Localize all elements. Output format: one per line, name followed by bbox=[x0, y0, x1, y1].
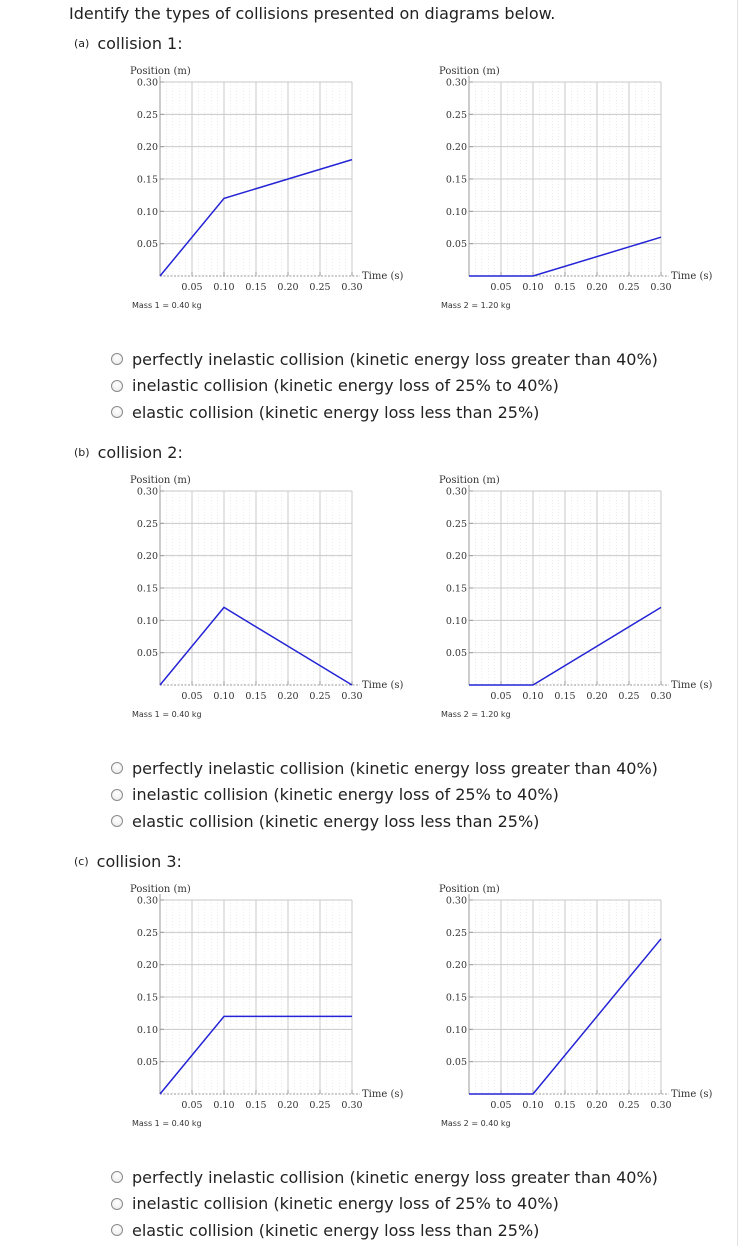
option-label: perfectly inelastic collision (kinetic energy loss greater than 40%) bbox=[132, 758, 658, 778]
y-tick-label: 0.25 bbox=[136, 927, 158, 939]
y-tick-label: 0.20 bbox=[445, 551, 467, 563]
x-tick-label: 0.20 bbox=[277, 1100, 299, 1111]
y-tick-label: 0.20 bbox=[136, 142, 158, 154]
x-tick-label: 0.05 bbox=[490, 1100, 512, 1111]
x-tick-label: 0.10 bbox=[522, 1100, 544, 1111]
x-axis-label: Time (s) bbox=[362, 271, 404, 282]
x-axis-label: Time (s) bbox=[671, 1089, 713, 1100]
x-tick-label: 0.30 bbox=[650, 691, 672, 702]
part-title: collision 1: bbox=[97, 34, 183, 53]
part-title: collision 2: bbox=[97, 443, 183, 462]
y-axis-label: Position (m) bbox=[130, 475, 191, 486]
option-label: elastic collision (kinetic energy loss less than 25%) bbox=[132, 402, 540, 422]
x-tick-label: 0.25 bbox=[618, 691, 640, 702]
option-elastic[interactable] bbox=[111, 808, 658, 835]
y-tick-label: 0.30 bbox=[136, 77, 158, 89]
y-axis-label: Position (m) bbox=[439, 884, 500, 895]
x-tick-label: 0.05 bbox=[490, 691, 512, 702]
x-axis-label: Time (s) bbox=[362, 1089, 404, 1100]
mass-label: Mass 2 = 1.20 kg bbox=[441, 301, 511, 310]
option-label: elastic collision (kinetic energy loss less than 25%) bbox=[132, 811, 540, 831]
mass-label: Mass 1 = 0.40 kg bbox=[132, 1119, 202, 1128]
y-tick-label: 0.20 bbox=[445, 142, 467, 154]
option-inelastic[interactable] bbox=[111, 782, 658, 809]
y-tick-label: 0.10 bbox=[136, 1024, 158, 1036]
x-tick-label: 0.30 bbox=[650, 1100, 672, 1111]
x-tick-label: 0.05 bbox=[181, 282, 203, 293]
x-tick-label: 0.10 bbox=[213, 282, 235, 293]
answer-options-collision-1 bbox=[111, 346, 658, 426]
radio-button[interactable] bbox=[111, 1171, 123, 1183]
radio-button[interactable] bbox=[111, 353, 123, 365]
x-tick-label: 0.05 bbox=[181, 1100, 203, 1111]
y-axis-label: Position (m) bbox=[130, 884, 191, 895]
y-tick-label: 0.25 bbox=[136, 109, 158, 121]
option-label: perfectly inelastic collision (kinetic energy loss greater than 40%) bbox=[132, 1167, 658, 1187]
mass-label: Mass 2 = 0.40 kg bbox=[441, 1119, 511, 1128]
part-c-label bbox=[74, 852, 182, 871]
y-tick-label: 0.30 bbox=[445, 486, 467, 498]
mass-label: Mass 2 = 1.20 kg bbox=[441, 710, 511, 719]
option-perfectly-inelastic[interactable] bbox=[111, 755, 658, 782]
x-tick-label: 0.30 bbox=[341, 1100, 363, 1111]
option-label: inelastic collision (kinetic energy loss of 25% to 40%) bbox=[132, 1194, 559, 1214]
y-tick-label: 0.25 bbox=[136, 518, 158, 530]
y-axis-label: Position (m) bbox=[130, 66, 191, 77]
mass-label: Mass 1 = 0.40 kg bbox=[132, 301, 202, 310]
x-tick-label: 0.25 bbox=[618, 282, 640, 293]
x-tick-label: 0.30 bbox=[341, 691, 363, 702]
x-axis-label: Time (s) bbox=[362, 680, 404, 691]
y-tick-label: 0.30 bbox=[136, 486, 158, 498]
x-tick-label: 0.25 bbox=[309, 282, 331, 293]
y-tick-label: 0.10 bbox=[445, 206, 467, 218]
y-tick-label: 0.10 bbox=[445, 1024, 467, 1036]
option-perfectly-inelastic[interactable] bbox=[111, 346, 658, 373]
radio-button[interactable] bbox=[111, 1224, 123, 1236]
position-time-chart-mass-1 bbox=[130, 471, 404, 721]
y-tick-label: 0.30 bbox=[445, 895, 467, 907]
radio-button[interactable] bbox=[111, 406, 123, 418]
y-tick-label: 0.05 bbox=[136, 648, 158, 660]
option-elastic[interactable] bbox=[111, 399, 658, 426]
y-tick-label: 0.25 bbox=[445, 518, 467, 530]
x-tick-label: 0.15 bbox=[554, 1100, 576, 1111]
question-prompt: Identify the types of collisions presented on diagrams below. bbox=[69, 4, 556, 23]
y-tick-label: 0.25 bbox=[445, 927, 467, 939]
y-axis-label: Position (m) bbox=[439, 66, 500, 77]
y-tick-label: 0.15 bbox=[136, 583, 158, 595]
x-tick-label: 0.20 bbox=[586, 691, 608, 702]
part-a-label bbox=[74, 34, 183, 53]
y-tick-label: 0.20 bbox=[136, 960, 158, 972]
y-tick-label: 0.15 bbox=[445, 583, 467, 595]
y-tick-label: 0.05 bbox=[445, 239, 467, 251]
x-tick-label: 0.20 bbox=[277, 691, 299, 702]
y-tick-label: 0.15 bbox=[136, 992, 158, 1004]
position-time-chart-mass-2 bbox=[439, 62, 729, 312]
y-tick-label: 0.10 bbox=[136, 615, 158, 627]
y-tick-label: 0.05 bbox=[445, 648, 467, 660]
option-label: inelastic collision (kinetic energy loss of 25% to 40%) bbox=[132, 785, 559, 805]
x-axis-label: Time (s) bbox=[671, 271, 713, 282]
x-tick-label: 0.30 bbox=[341, 282, 363, 293]
answer-options-collision-3 bbox=[111, 1164, 658, 1244]
x-tick-label: 0.20 bbox=[586, 282, 608, 293]
x-tick-label: 0.15 bbox=[245, 282, 267, 293]
position-time-chart-mass-2 bbox=[439, 471, 729, 721]
x-tick-label: 0.25 bbox=[618, 1100, 640, 1111]
y-axis-label: Position (m) bbox=[439, 475, 500, 486]
radio-button[interactable] bbox=[111, 1198, 123, 1210]
option-elastic[interactable] bbox=[111, 1217, 658, 1244]
radio-button[interactable] bbox=[111, 380, 123, 392]
option-label: elastic collision (kinetic energy loss less than 25%) bbox=[132, 1220, 540, 1240]
y-tick-label: 0.30 bbox=[136, 895, 158, 907]
y-tick-label: 0.20 bbox=[136, 551, 158, 563]
part-letter: (a) bbox=[74, 37, 90, 50]
y-tick-label: 0.20 bbox=[445, 960, 467, 972]
answer-options-collision-2 bbox=[111, 755, 658, 835]
y-tick-label: 0.15 bbox=[445, 992, 467, 1004]
x-tick-label: 0.10 bbox=[522, 691, 544, 702]
x-tick-label: 0.10 bbox=[522, 282, 544, 293]
x-tick-label: 0.15 bbox=[245, 691, 267, 702]
option-perfectly-inelastic[interactable] bbox=[111, 1164, 658, 1191]
x-tick-label: 0.15 bbox=[554, 691, 576, 702]
y-tick-label: 0.25 bbox=[445, 109, 467, 121]
x-tick-label: 0.05 bbox=[490, 282, 512, 293]
y-tick-label: 0.05 bbox=[445, 1057, 467, 1069]
x-tick-label: 0.25 bbox=[309, 1100, 331, 1111]
x-tick-label: 0.30 bbox=[650, 282, 672, 293]
mass-label: Mass 1 = 0.40 kg bbox=[132, 710, 202, 719]
y-tick-label: 0.15 bbox=[445, 174, 467, 186]
y-tick-label: 0.10 bbox=[445, 615, 467, 627]
y-tick-label: 0.15 bbox=[136, 174, 158, 186]
option-inelastic[interactable] bbox=[111, 1191, 658, 1218]
y-tick-label: 0.05 bbox=[136, 239, 158, 251]
part-title: collision 3: bbox=[96, 852, 182, 871]
position-time-chart-mass-1 bbox=[130, 62, 404, 312]
option-inelastic[interactable] bbox=[111, 373, 658, 400]
y-tick-label: 0.30 bbox=[445, 77, 467, 89]
x-tick-label: 0.20 bbox=[277, 282, 299, 293]
x-tick-label: 0.15 bbox=[245, 1100, 267, 1111]
part-letter: (c) bbox=[74, 855, 89, 868]
y-tick-label: 0.10 bbox=[136, 206, 158, 218]
option-label: perfectly inelastic collision (kinetic energy loss greater than 40%) bbox=[132, 349, 658, 369]
x-tick-label: 0.25 bbox=[309, 691, 331, 702]
x-tick-label: 0.15 bbox=[554, 282, 576, 293]
y-tick-label: 0.05 bbox=[136, 1057, 158, 1069]
part-b-label bbox=[74, 443, 183, 462]
radio-button[interactable] bbox=[111, 815, 123, 827]
x-tick-label: 0.10 bbox=[213, 691, 235, 702]
part-letter: (b) bbox=[74, 446, 90, 459]
radio-button[interactable] bbox=[111, 789, 123, 801]
option-label: inelastic collision (kinetic energy loss of 25% to 40%) bbox=[132, 376, 559, 396]
position-time-chart-mass-1 bbox=[130, 880, 404, 1130]
x-axis-label: Time (s) bbox=[671, 680, 713, 691]
x-tick-label: 0.20 bbox=[586, 1100, 608, 1111]
radio-button[interactable] bbox=[111, 762, 123, 774]
x-tick-label: 0.05 bbox=[181, 691, 203, 702]
position-time-chart-mass-2 bbox=[439, 880, 729, 1130]
x-tick-label: 0.10 bbox=[213, 1100, 235, 1111]
